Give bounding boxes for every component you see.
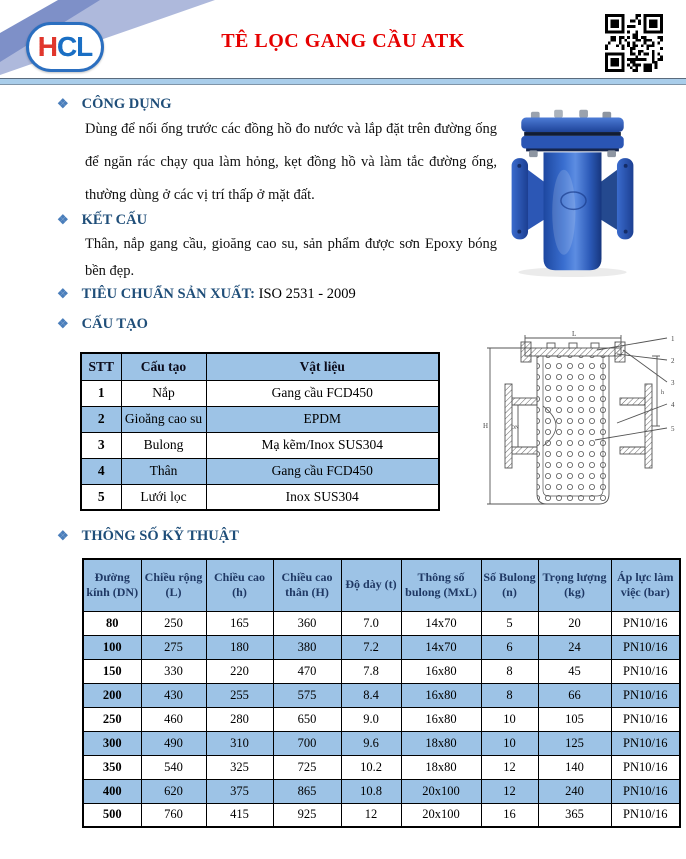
- table-cell: 3: [81, 432, 121, 458]
- dim-label-h: h: [661, 390, 664, 396]
- column-header: Trọng lượng (kg): [538, 559, 611, 611]
- table-cell: 6: [481, 635, 538, 659]
- drawing-callout-3: 3: [671, 379, 675, 387]
- table-cell: 10.8: [341, 779, 401, 803]
- diamond-bullet-icon: ❖: [57, 528, 69, 543]
- table-cell: 140: [538, 755, 611, 779]
- table-cell: 12: [481, 755, 538, 779]
- table-cell: 220: [206, 659, 273, 683]
- table-cell: 330: [141, 659, 206, 683]
- table-cell: 5: [481, 611, 538, 635]
- page-title: TÊ LỌC GANG CẦU ATK: [221, 30, 465, 52]
- table-cell: 100: [83, 635, 141, 659]
- table-cell: 14x70: [401, 635, 481, 659]
- table-cell: 125: [538, 731, 611, 755]
- column-header: Độ dày (t): [341, 559, 401, 611]
- table-cell: 500: [83, 803, 141, 827]
- table-cell: 66: [538, 683, 611, 707]
- table-cell: 12: [341, 803, 401, 827]
- table-cell: 20x100: [401, 803, 481, 827]
- table-cell: 255: [206, 683, 273, 707]
- table-cell: 430: [141, 683, 206, 707]
- table-cell: 7.8: [341, 659, 401, 683]
- table-cell: 310: [206, 731, 273, 755]
- table-row: [83, 659, 680, 683]
- table-cell: EPDM: [206, 406, 439, 432]
- hcl-logo: [26, 22, 104, 72]
- table-cell: Thân: [121, 458, 206, 484]
- cau-tao-table: [80, 352, 440, 511]
- tieu-chuan-value: ISO 2531 - 2009: [255, 286, 356, 302]
- diamond-bullet-icon: ❖: [57, 316, 69, 331]
- table-cell: 575: [273, 683, 341, 707]
- table-cell: 325: [206, 755, 273, 779]
- table-cell: Gioăng cao su: [121, 406, 206, 432]
- table-cell: PN10/16: [611, 707, 680, 731]
- table-cell: 10: [481, 731, 538, 755]
- table-cell: Gang cầu FCD450: [206, 458, 439, 484]
- section-heading-tieu-chuan: ❖ TIÊU CHUẨN SẢN XUẤT: ISO 2531 - 2009: [57, 286, 356, 302]
- table-cell: 1: [81, 380, 121, 406]
- table-cell: 8: [481, 659, 538, 683]
- table-cell: 8.4: [341, 683, 401, 707]
- table-cell: PN10/16: [611, 731, 680, 755]
- table-cell: 415: [206, 803, 273, 827]
- table-cell: 9.6: [341, 731, 401, 755]
- cong-dung-body: Dùng để nối ống trước các đồng hồ đo nước và lắp đặt trên đường ống để ngăn rác chạy qua làm hỏng, kẹt đồng hồ và làm tắc đường ống, thường dùng ở các vị trí thấp ở mặt đất.: [85, 121, 497, 203]
- spec-table: [82, 558, 681, 828]
- table-cell: 16: [481, 803, 538, 827]
- table-cell: 16x80: [401, 659, 481, 683]
- section-heading-cong-dung: ❖ CÔNG DỤNG: [57, 96, 172, 112]
- table-cell: 725: [273, 755, 341, 779]
- column-header: Chiều cao thân (H): [273, 559, 341, 611]
- table-cell: 365: [538, 803, 611, 827]
- table-cell: 18x80: [401, 731, 481, 755]
- section-heading-ket-cau: ❖ KẾT CẤU: [57, 212, 148, 228]
- table-row: [83, 803, 680, 827]
- table-cell: 275: [141, 635, 206, 659]
- section-heading-cau-tao: ❖ CẤU TẠO: [57, 316, 148, 332]
- table-cell: 620: [141, 779, 206, 803]
- table-cell: 20x100: [401, 779, 481, 803]
- table-cell: 12: [481, 779, 538, 803]
- table-cell: 14x70: [401, 611, 481, 635]
- table-row: [83, 779, 680, 803]
- table-row: [83, 707, 680, 731]
- product-photo-strainer: [500, 102, 645, 280]
- table-cell: 18x80: [401, 755, 481, 779]
- column-header: Chiều cao (h): [206, 559, 273, 611]
- dim-label-H: H: [483, 422, 489, 430]
- table-cell: PN10/16: [611, 635, 680, 659]
- dim-label-DN: DN: [511, 425, 519, 431]
- table-cell: 250: [83, 707, 141, 731]
- column-header: Cấu tạo: [121, 353, 206, 380]
- header-row: [81, 353, 439, 380]
- table-row: [83, 731, 680, 755]
- table-cell: 4: [81, 458, 121, 484]
- table-cell: 760: [141, 803, 206, 827]
- table-row: [83, 755, 680, 779]
- table-row: [83, 683, 680, 707]
- table-cell: 10.2: [341, 755, 401, 779]
- table-cell: 7.0: [341, 611, 401, 635]
- table-row: [81, 432, 439, 458]
- table-cell: 16x80: [401, 707, 481, 731]
- diamond-bullet-icon: ❖: [57, 96, 69, 111]
- table-cell: 20: [538, 611, 611, 635]
- drawing-callout-1: 1: [671, 335, 675, 343]
- table-row: [81, 484, 439, 510]
- logo-letters-cl: CL: [56, 31, 93, 62]
- table-cell: 375: [206, 779, 273, 803]
- table-cell: 380: [273, 635, 341, 659]
- table-cell: 5: [81, 484, 121, 510]
- column-header: Đường kính (DN): [83, 559, 141, 611]
- table-cell: PN10/16: [611, 659, 680, 683]
- table-cell: PN10/16: [611, 755, 680, 779]
- table-cell: 460: [141, 707, 206, 731]
- table-cell: 200: [83, 683, 141, 707]
- drawing-callout-2: 2: [671, 357, 675, 365]
- drawing-callout-4: 4: [671, 401, 675, 409]
- drawing-callout-5: 5: [671, 425, 675, 433]
- column-header: Thông số bulong (MxL): [401, 559, 481, 611]
- table-cell: 45: [538, 659, 611, 683]
- diamond-bullet-icon: ❖: [57, 286, 69, 301]
- table-cell: 24: [538, 635, 611, 659]
- table-cell: 150: [83, 659, 141, 683]
- table-cell: PN10/16: [611, 611, 680, 635]
- table-cell: 470: [273, 659, 341, 683]
- table-cell: 9.0: [341, 707, 401, 731]
- table-cell: 350: [83, 755, 141, 779]
- dim-label-L: L: [572, 330, 577, 338]
- table-cell: 360: [273, 611, 341, 635]
- logo-letter-h: H: [37, 31, 57, 62]
- column-header: Vật liệu: [206, 353, 439, 380]
- table-cell: 400: [83, 779, 141, 803]
- table-cell: Lưới lọc: [121, 484, 206, 510]
- table-cell: Mạ kẽm/Inox SUS304: [206, 432, 439, 458]
- table-cell: PN10/16: [611, 683, 680, 707]
- column-header: Áp lực làm việc (bar): [611, 559, 680, 611]
- qr-code: [605, 14, 663, 72]
- table-cell: 490: [141, 731, 206, 755]
- table-cell: 280: [206, 707, 273, 731]
- table-cell: 300: [83, 731, 141, 755]
- column-header: Chiều rộng (L): [141, 559, 206, 611]
- table-cell: 105: [538, 707, 611, 731]
- table-cell: 10: [481, 707, 538, 731]
- table-cell: 540: [141, 755, 206, 779]
- column-header: STT: [81, 353, 121, 380]
- table-cell: PN10/16: [611, 779, 680, 803]
- table-cell: 8: [481, 683, 538, 707]
- table-row: [83, 635, 680, 659]
- table-cell: Inox SUS304: [206, 484, 439, 510]
- table-cell: 180: [206, 635, 273, 659]
- section-heading-thong-so: ❖ THÔNG SỐ KỸ THUẬT: [57, 528, 239, 544]
- table-row: [81, 380, 439, 406]
- table-cell: 2: [81, 406, 121, 432]
- table-row: [81, 406, 439, 432]
- table-cell: 7.2: [341, 635, 401, 659]
- diamond-bullet-icon: ❖: [57, 212, 69, 227]
- table-cell: 80: [83, 611, 141, 635]
- table-cell: 240: [538, 779, 611, 803]
- header-row: [83, 559, 680, 611]
- table-cell: Bulong: [121, 432, 206, 458]
- ket-cau-body: Thân, nắp gang cầu, gioăng cao su, sản phẩm được sơn Epoxy bóng bền đẹp.: [85, 236, 497, 279]
- table-row: [83, 611, 680, 635]
- column-header: Số Bulong (n): [481, 559, 538, 611]
- table-cell: 250: [141, 611, 206, 635]
- technical-drawing: [477, 328, 685, 520]
- header-divider: [0, 78, 686, 85]
- table-cell: 700: [273, 731, 341, 755]
- table-cell: 650: [273, 707, 341, 731]
- table-cell: Gang cầu FCD450: [206, 380, 439, 406]
- table-cell: 925: [273, 803, 341, 827]
- table-cell: Nắp: [121, 380, 206, 406]
- table-cell: 165: [206, 611, 273, 635]
- table-row: [81, 458, 439, 484]
- table-cell: 865: [273, 779, 341, 803]
- table-cell: 16x80: [401, 683, 481, 707]
- table-cell: PN10/16: [611, 803, 680, 827]
